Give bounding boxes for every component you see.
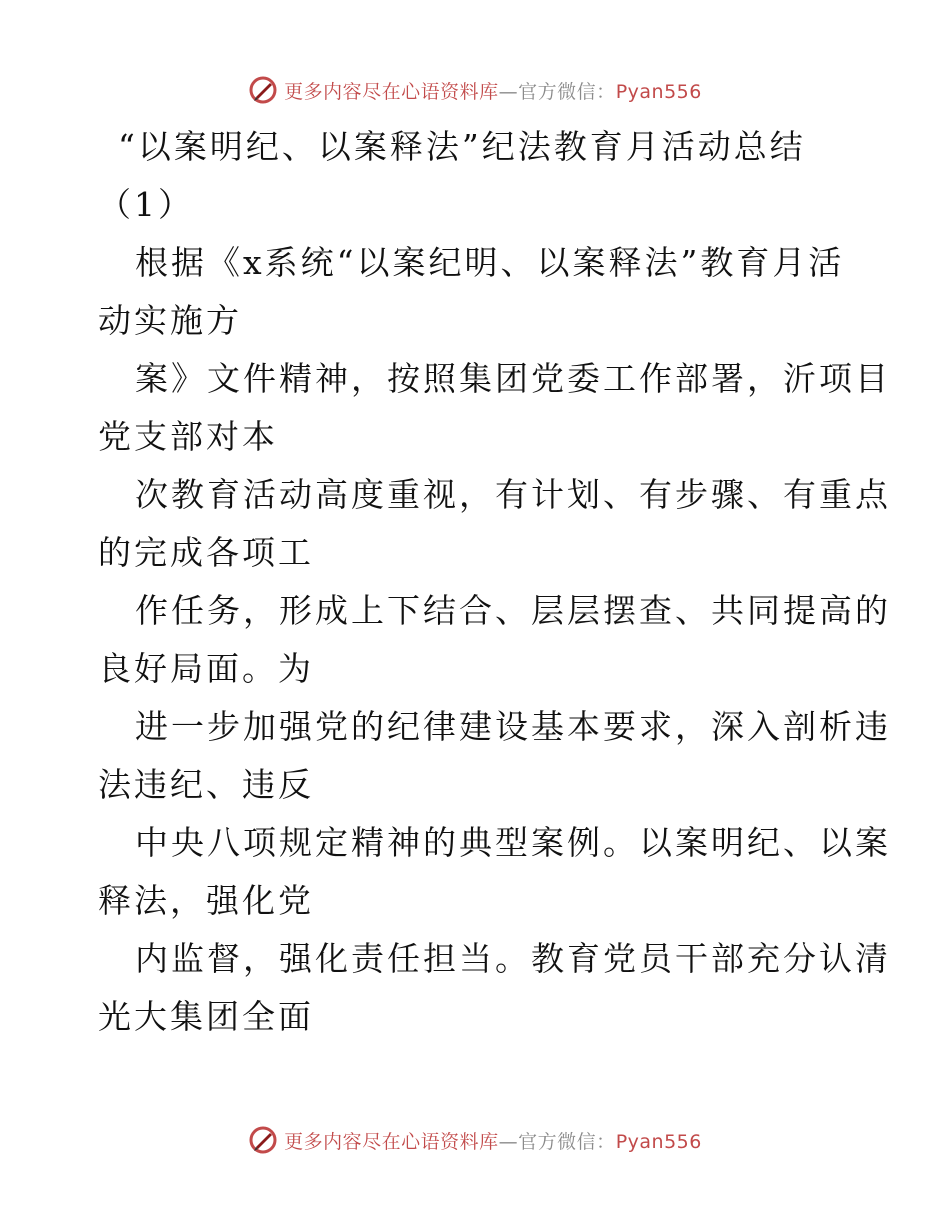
paragraph-line: 的完成各项工: [98, 533, 314, 572]
footer-banner: [0, 1120, 950, 1160]
paragraph-line: 党支部对本: [98, 417, 278, 456]
paragraph-line: 释法，强化党: [98, 881, 314, 920]
paragraph-line: 根据《x系统“以案纪明、以案释法”教育月活: [135, 243, 845, 282]
paragraph-line: 光大集团全面: [98, 997, 314, 1036]
pen-logo-icon: [248, 75, 278, 105]
document-body: [98, 118, 891, 1046]
document-title-line-1: “以案明纪、以案释法”纪法教育月活动总结: [118, 127, 806, 166]
document-title-line-2: （1）: [98, 185, 194, 224]
footer-text: 更多内容尽在心语资料库—官方微信：Pyan556: [284, 1130, 702, 1153]
paragraph-line: 良好局面。为: [98, 649, 314, 688]
pen-logo-icon: [248, 1125, 278, 1155]
header-banner: [0, 70, 950, 110]
paragraph-line: 进一步加强党的纪律建设基本要求，深入剖析违: [135, 707, 891, 746]
paragraph-line: 动实施方: [98, 301, 242, 340]
paragraph-line: 法违纪、违反: [98, 765, 314, 804]
paragraph-line: 中央八项规定精神的典型案例。以案明纪、以案: [135, 823, 891, 862]
paragraph-line: 案》文件精神，按照集团党委工作部署，沂项目: [135, 359, 891, 398]
paragraph-line: 内监督，强化责任担当。教育党员干部充分认清: [135, 939, 891, 978]
paragraph-line: 作任务，形成上下结合、层层摆查、共同提高的: [135, 591, 891, 630]
header-text: 更多内容尽在心语资料库—官方微信：Pyan556: [284, 80, 702, 103]
paragraph-line: 次教育活动高度重视，有计划、有步骤、有重点: [135, 475, 891, 514]
